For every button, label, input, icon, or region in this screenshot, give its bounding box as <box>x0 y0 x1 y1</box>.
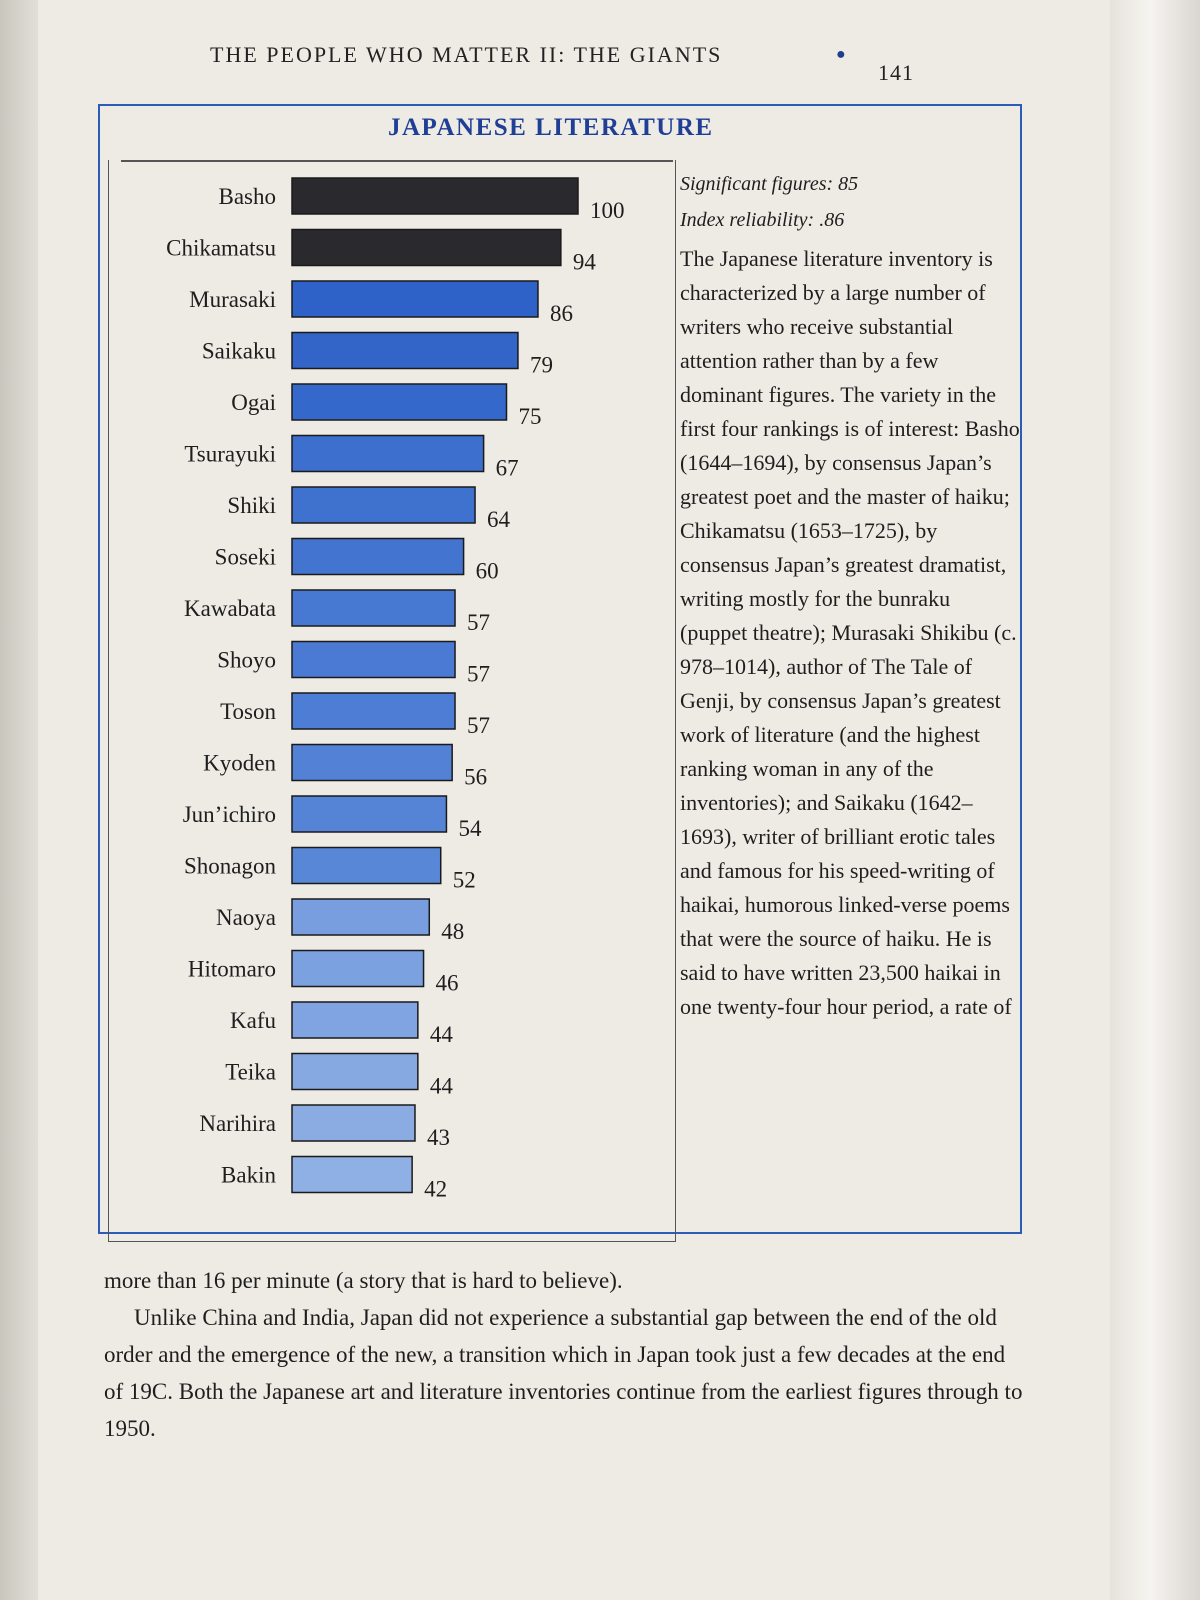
bar-kyoden <box>292 745 452 781</box>
data-label: 42 <box>424 1176 448 1202</box>
category-label: Shonagon <box>184 853 276 879</box>
category-label: Tsurayuki <box>184 441 276 467</box>
data-label: 44 <box>429 1073 453 1099</box>
category-label: Soseki <box>214 544 276 570</box>
data-label: 79 <box>529 352 553 378</box>
page-number: 141 <box>878 60 914 85</box>
data-label: 64 <box>487 507 511 532</box>
bar-bakin <box>292 1157 412 1193</box>
box-title: JAPANESE LITERATURE <box>388 114 714 141</box>
bar-teika <box>292 1054 418 1090</box>
category-label: Kyoden <box>203 750 276 776</box>
body-paragraph-1: more than 16 per minute (a story that is hard to believe). <box>104 1268 623 1293</box>
category-label: Narihira <box>199 1111 276 1136</box>
data-label: 94 <box>572 249 596 275</box>
bar-basho <box>292 178 578 214</box>
category-label: Murasaki <box>189 287 276 312</box>
category-label: Kafu <box>230 1008 276 1033</box>
data-label: 44 <box>429 1022 453 1047</box>
category-label: Hitomaro <box>187 956 276 982</box>
data-label: 60 <box>475 558 499 584</box>
bar-kawabata <box>292 590 455 626</box>
category-label: Toson <box>220 699 276 724</box>
data-label: 43 <box>426 1125 450 1150</box>
separator-dot: ● <box>836 46 848 63</box>
bar-chikamatsu <box>292 230 561 266</box>
bar-soseki <box>292 539 464 575</box>
bar-shoyo <box>292 642 455 678</box>
category-label: Shiki <box>227 493 276 518</box>
category-label: Chikamatsu <box>166 235 276 261</box>
category-label: Basho <box>218 184 276 209</box>
category-label: Kawabata <box>184 596 276 621</box>
category-label: Naoya <box>215 905 276 930</box>
bar-tsurayuki <box>292 436 484 472</box>
bar-hitomaro <box>292 951 424 987</box>
bar-naoya <box>292 899 429 935</box>
category-label: Bakin <box>221 1162 276 1188</box>
bar-murasaki <box>292 281 538 317</box>
body-text <box>104 1262 1024 1447</box>
bar-ogai <box>292 384 507 420</box>
category-label: Teika <box>225 1059 276 1085</box>
data-label: 56 <box>464 764 488 790</box>
data-label: 48 <box>441 919 465 944</box>
data-label: 46 <box>435 970 459 996</box>
data-label: 57 <box>467 713 491 738</box>
sidebar-text <box>680 166 1020 1024</box>
category-label: Jun’ichiro <box>182 802 276 827</box>
data-label: 86 <box>549 301 573 326</box>
data-label: 52 <box>452 867 476 893</box>
category-label: Ogai <box>231 390 276 415</box>
bar-shonagon <box>292 848 441 884</box>
index-reliability: Index reliability: .86 <box>680 209 845 231</box>
data-label: 75 <box>518 404 542 429</box>
bar-narihira <box>292 1105 415 1141</box>
bar-saikaku <box>292 333 518 369</box>
data-label: 100 <box>590 198 625 223</box>
bar-kafu <box>292 1002 418 1038</box>
data-label: 57 <box>467 610 491 635</box>
body-paragraph-2: Unlike China and India, Japan did not experience a substantial gap between the end of the old order and the emergence of the new, a transition which in Japan took just a few decades at the end of 19C. Both the Japanese art and literature inventories continue from the earliest figures through to 1950. <box>104 1305 1023 1441</box>
significant-figures: Significant figures: 85 <box>680 173 859 195</box>
data-label: 67 <box>495 455 519 481</box>
bar-shiki <box>292 487 475 523</box>
category-label: Saikaku <box>201 338 276 364</box>
sidebar-paragraph: The Japanese literature inventory is characterized by a large number of writers who receive substantial attention rather than by a few dominant figures. The variety in the first four rankings is of interest: Basho (1644–1694), by consensus Japan’s greatest poet and the master of haiku; Chikamatsu (1653–1725), by consensus Japan’s greatest dramatist, writing mostly for the bunraku (puppet theatre); Murasaki Shikibu (c. 978–1014), author of The Tale of Genji, by consensus Japan’s greatest work of literature (and the highest ranking woman in any of the inventories); and Saikaku (1642–1693), writer of brilliant erotic tales and famous for his speed-writing of haikai, humorous linked-verse poems that were the source of haiku. He is said to have written 23,500 haikai in one twenty-four hour period, a rate of <box>680 246 1020 1019</box>
category-label: Shoyo <box>217 647 276 673</box>
data-label: 57 <box>467 661 491 687</box>
bar-toson <box>292 693 455 729</box>
data-label: 54 <box>458 816 482 841</box>
bar-junichiro <box>292 796 446 832</box>
running-head-text: THE PEOPLE WHO MATTER II: THE GIANTS <box>210 42 723 67</box>
